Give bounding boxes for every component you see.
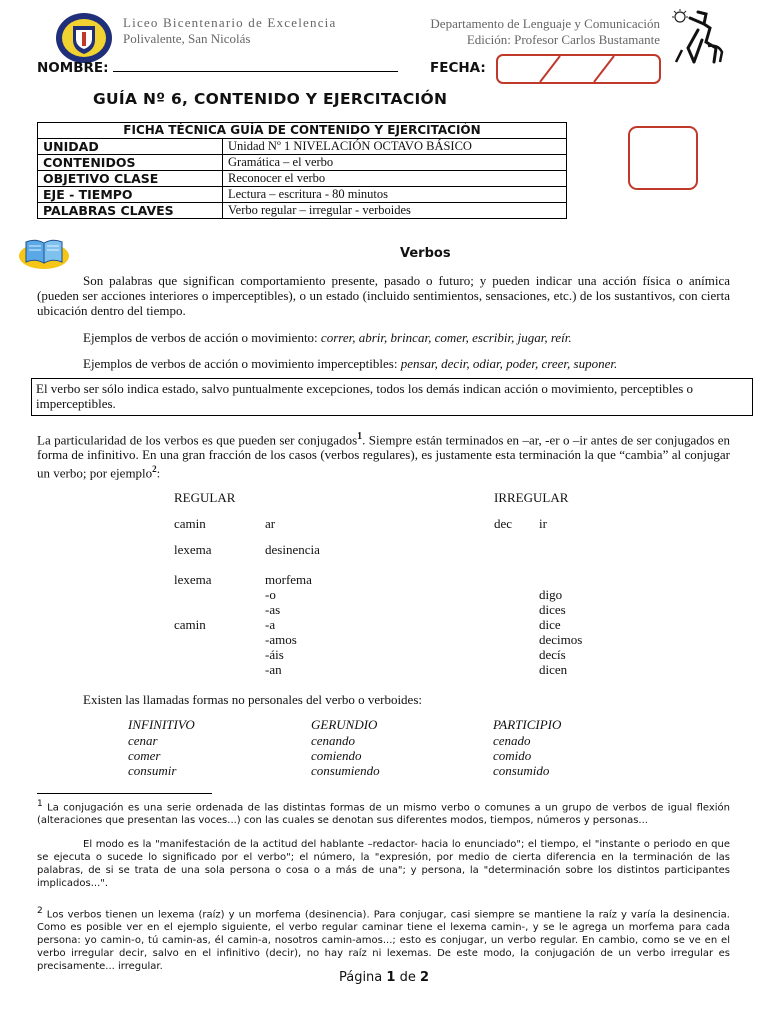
ending: -as: [265, 602, 281, 617]
verboide-cell: consumir: [128, 763, 177, 778]
verboide-cell: cenando: [311, 733, 356, 748]
examples-prefix: Ejemplos de verbos de acción o movimiento:: [83, 330, 321, 345]
footnote-2: [37, 905, 730, 973]
verboide-cell: consumido: [493, 763, 550, 778]
technical-sheet-table: [37, 122, 567, 219]
school-name: [123, 15, 343, 47]
page-prefix: Página: [338, 970, 387, 985]
paragraph-examples-imperceptible: [83, 356, 733, 371]
page-total: 2: [419, 970, 430, 985]
ending: -áis: [265, 647, 284, 662]
desinencia-label: desinencia: [265, 542, 320, 557]
footnote-text: Los verbos tienen un lexema (raíz) y un morfema (desinencia). Para conjugar, casi siempre se mantiene la raíz y varía la desinencia. Como es posible ver en el ejemplo siguiente, el verbo regular caminar tiene el lexema camin-, y se le agrega un morfema para cada persona: yo camin-o, tú camin-as, él camin-a, nosotros camin-amos...; esto es conjugar, un verbo regular. En cambio, como se ve en el verbo irregular decir, salvo en el infinitivo (decir), no hay raíz ni lexemas. De este modo, la conjugación de un verbo irregular es precisamente... irregular.: [37, 909, 730, 973]
irregular-form: dicen: [539, 662, 568, 677]
verboide-cell: consumiendo: [311, 763, 380, 778]
text: La particularidad de los verbos es que pueden ser conjugados: [37, 432, 358, 448]
table-row: [38, 154, 567, 170]
regular-stem-2: camin: [174, 617, 206, 632]
don-quixote-icon: [668, 8, 726, 64]
row-key: OBJETIVO CLASE: [38, 170, 223, 186]
table-row: [38, 170, 567, 186]
irregular-form: decís: [539, 647, 566, 662]
examples-list: correr, abrir, brincar, comer, escribir, jugar, reír.: [320, 330, 572, 345]
name-label: NOMBRE:: [37, 60, 109, 76]
verboide-cell: comiendo: [311, 748, 362, 763]
irregular-stem: dec: [494, 516, 513, 531]
footnote-1-continued: El modo es la "manifestación de la actitud del hablante –redactor- hacia lo enunciado"; el tiempo, el "instante o periodo en que se ejecuta o sucede lo significado por el verbo"; el número, la "expresión, por medio de cierta diferencia en la terminación de las palabras, de si se trata de una sola persona o cosa o a más de una"; y persona, la "determinación sobre los distintos participantes implicados...".: [37, 839, 730, 889]
name-field[interactable]: [37, 60, 398, 76]
verboide-cell: comer: [128, 748, 161, 763]
row-key: CONTENIDOS: [38, 154, 223, 170]
school-line-2: Polivalente, San Nicolás: [123, 31, 251, 46]
grade-box[interactable]: [628, 126, 698, 190]
dept-line-1: Departamento de Lenguaje y Comunicación: [430, 16, 660, 31]
regular-ending: ar: [265, 516, 276, 531]
col-header-infinitivo: INFINITIVO: [128, 717, 195, 732]
ending: -an: [265, 662, 282, 677]
row-key: PALABRAS CLAVES: [38, 202, 223, 218]
ending: -a: [265, 617, 276, 632]
text: :: [156, 465, 161, 481]
morfema-label: morfema: [265, 572, 312, 587]
date-field-box[interactable]: [496, 54, 661, 84]
examples-prefix: Ejemplos de verbos de acción o movimiento imperceptibles:: [83, 356, 401, 371]
ending: -o: [265, 587, 276, 602]
regular-heading: REGULAR: [174, 490, 236, 505]
irregular-ending: ir: [539, 516, 547, 531]
col-header-participio: PARTICIPIO: [493, 717, 562, 732]
irregular-form: decimos: [539, 632, 583, 647]
page-mid: de: [395, 970, 420, 985]
examples-list: pensar, decir, odiar, poder, creer, suponer.: [400, 356, 618, 371]
paragraph-conjugation: [37, 429, 730, 481]
table-row: [38, 202, 567, 218]
page-number: [0, 970, 768, 985]
irregular-form: dice: [539, 617, 561, 632]
technical-sheet-heading: FICHA TÉCNICA GUÍA DE CONTENIDO Y EJERCITACIÓN: [38, 123, 567, 139]
text: . Siempre están terminados en –ar, -er o –ir antes de ser conjugados en forma de infinitivo. En una gran fracción de los casos (verbos regulares), es justamente esta terminación la que “cambia” al conjugar un verbo; por ejemplo: [37, 432, 730, 481]
regular-stem: camin: [174, 516, 206, 531]
verboide-cell: cenado: [493, 733, 531, 748]
row-key: EJE - TIEMPO: [38, 186, 223, 202]
date-label: FECHA:: [430, 60, 486, 76]
ending: -amos: [265, 632, 297, 647]
footnote-1: [37, 798, 730, 827]
irregular-heading: IRREGULAR: [494, 490, 569, 505]
section-title: Verbos: [400, 246, 451, 261]
page-title: GUÍA Nº 6, CONTENIDO Y EJERCITACIÓN: [93, 90, 448, 108]
page-current: 1: [386, 970, 396, 985]
col-header-gerundio: GERUNDIO: [311, 717, 378, 732]
open-book-icon: [18, 234, 70, 270]
footnote-number: 1: [37, 799, 43, 809]
irregular-form: dices: [539, 602, 566, 617]
footnote-ref[interactable]: 1: [357, 431, 363, 442]
verboide-cell: comido: [493, 748, 532, 763]
paragraph-examples: [83, 330, 733, 345]
footnote-ref[interactable]: 2: [152, 464, 157, 475]
verboides-intro: Existen las llamadas formas no personales del verbo o verboides:: [83, 692, 422, 707]
school-crest-icon: [55, 12, 113, 64]
row-value: Unidad Nº 1 NIVELACIÓN OCTAVO BÁSICO: [223, 138, 567, 154]
footnote-text: La conjugación es una serie ordenada de las distintas formas de un mismo verbo o comunes a un grupo de verbos de igual flexión (alteraciones que presentan las voces...) con las cuales se denotan sus diferentes modos, tiempos, números y personas...: [37, 802, 730, 827]
lexema-label: lexema: [174, 542, 212, 557]
row-value: Lectura – escritura - 80 minutos: [223, 186, 567, 202]
row-value: Gramática – el verbo: [223, 154, 567, 170]
footnote-separator: [37, 793, 212, 794]
row-key: UNIDAD: [38, 138, 223, 154]
name-line[interactable]: [113, 60, 398, 72]
row-value: Reconocer el verbo: [223, 170, 567, 186]
verboide-cell: cenar: [128, 733, 158, 748]
row-value: Verbo regular – irregular - verboides: [223, 202, 567, 218]
table-row: [38, 138, 567, 154]
irregular-form: digo: [539, 587, 563, 602]
department-info: [370, 16, 660, 48]
footnote-number: 2: [37, 906, 43, 916]
boxed-note: El verbo ser sólo indica estado, salvo puntualmente excepciones, todos los demás indican acción o movimiento, perceptibles o imperceptibles.: [31, 378, 753, 416]
dept-line-2: Edición: Profesor Carlos Bustamante: [466, 32, 660, 47]
school-line-1: Liceo Bicentenario de Excelencia: [123, 15, 337, 30]
paragraph-definition: Son palabras que significan comportamiento presente, pasado o futuro; y pueden indicar una acción física o anímica (pueden ser acciones interiores o imperceptibles), o un estado (incluido sentimientos, sensaciones, etc.) de los sustantivos, con cierta ubicación dentro del tiempo.: [37, 273, 730, 318]
table-row: [38, 186, 567, 202]
lexema-label-2: lexema: [174, 572, 212, 587]
